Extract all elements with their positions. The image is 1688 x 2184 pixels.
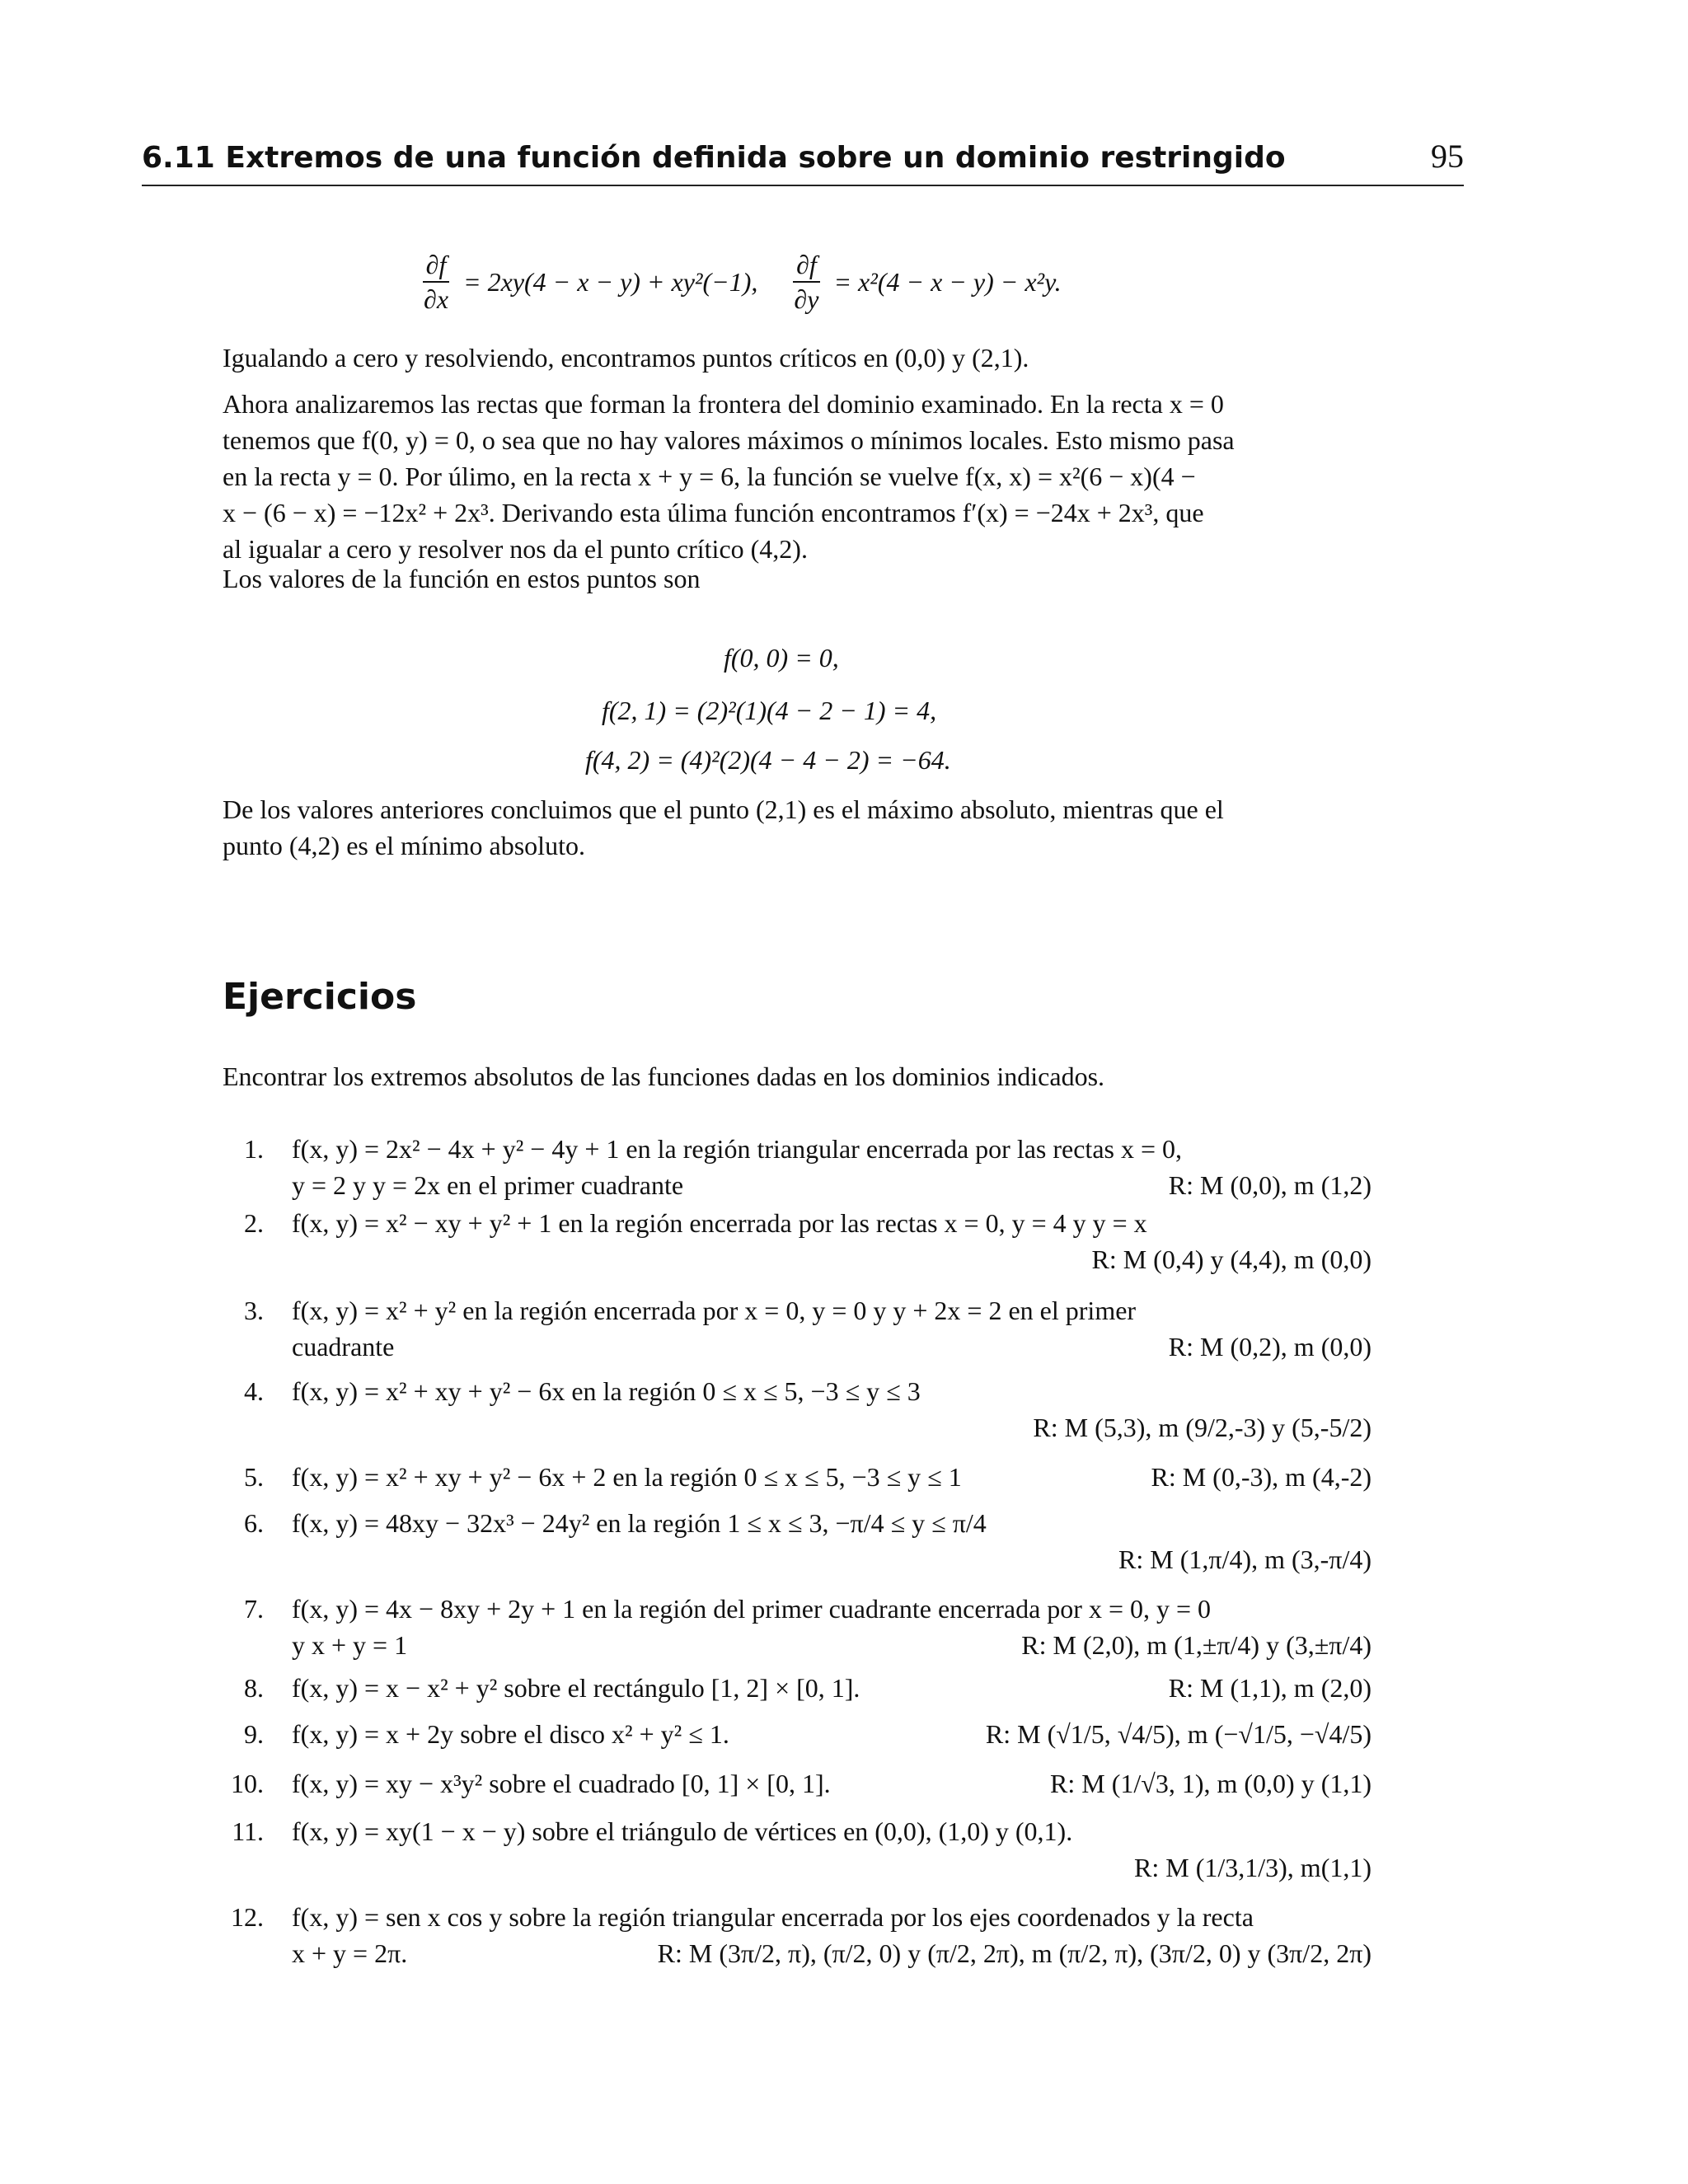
partial-derivatives-equation [420,241,1245,323]
exercise-number: 5. [244,1462,264,1492]
exercise-answer: R: M (0,0), m (1,2) [1168,1170,1372,1200]
running-header [142,138,1464,186]
exercise-item [223,1373,1376,1447]
paragraph-line: Ahora analizaremos las rectas que forman la frontera del dominio examinado. En la recta x = 0 [223,389,1224,419]
exercise-number: 9. [244,1719,264,1749]
boundary-paragraph [223,386,1368,567]
page-number: 95 [1431,138,1464,175]
exercise-item [223,1131,1376,1205]
exercise-line: f(x, y) = x − x² + y² sobre el rectángulo [1, 2] × [0, 1]. [292,1673,860,1703]
exercise-line: f(x, y) = x² + xy + y² − 6x + 2 en la región 0 ≤ x ≤ 5, −3 ≤ y ≤ 1 [292,1462,962,1492]
exercise-answer: R: M (2,0), m (1,±π/4) y (3,±π/4) [1021,1630,1372,1660]
exercise-body [292,1670,1372,1706]
paragraph-line: al igualar a cero y resolver nos da el punto crítico (4,2). [223,534,808,564]
exercise-answer: R: M (0,-3), m (4,-2) [1151,1462,1372,1492]
fraction-numerator: ∂f [793,248,820,283]
df-dx-fraction [420,248,452,316]
fraction-denominator: ∂x [424,284,449,314]
exercise-number: 11. [232,1816,264,1846]
exercise-item [223,1670,1376,1706]
exercise-body [292,1765,1372,1802]
fraction-denominator: ∂y [794,284,819,314]
conclusion-paragraph [223,791,1368,864]
exercises-heading: Ejercicios [223,976,417,1018]
value-equation: f(2, 1) = (2)²(1)(4 − 2 − 1) = 4, [602,696,937,725]
exercise-answer: R: M (1/3,1/3), m(1,1) [1134,1853,1372,1882]
exercise-number: 4. [244,1376,264,1406]
exercise-line: f(x, y) = x + 2y sobre el disco x² + y² ≤ 1. [292,1719,729,1749]
exercise-answer: R: M (1,1), m (2,0) [1168,1673,1372,1703]
critical-points-paragraph: Igualando a cero y resolviendo, encontramos puntos críticos en (0,0) y (2,1). [223,343,1029,373]
exercise-body [292,1205,1372,1274]
exercise-item [223,1716,1376,1752]
paragraph-line: De los valores anteriores concluimos que el punto (2,1) es el máximo absoluto, mientras que el [223,794,1224,824]
exercise-item [223,1459,1376,1495]
exercise-line: f(x, y) = sen x cos y sobre la región triangular encerrada por los ejes coordenados y la recta [292,1902,1254,1932]
section-title: 6.11 Extremos de una función definida sobre un dominio restringido [142,141,1286,175]
exercise-item [223,1765,1376,1802]
exercises-intro: Encontrar los extremos absolutos de las funciones dadas en los dominios indicados. [223,1062,1105,1091]
exercise-body [292,1131,1372,1203]
exercise-line: f(x, y) = 2x² − 4x + y² − 4y + 1 en la región triangular encerrada por las rectas x = 0, [292,1134,1183,1164]
df-dx-expression: = 2xy(4 − x − y) + xy²(−1), [457,267,758,297]
exercise-line: y = 2 y y = 2x en el primer cuadrante [292,1170,684,1200]
exercise-line: f(x, y) = x² − xy + y² + 1 en la región encerrada por las rectas x = 0, y = 4 y y = x [292,1208,1147,1238]
exercise-body [292,1459,1372,1495]
exercise-body [292,1899,1372,1971]
exercise-answer: R: M (5,3), m (9/2,-3) y (5,-5/2) [1033,1413,1372,1442]
values-intro-paragraph: Los valores de la función en estos puntos son [223,564,701,593]
exercise-answer: R: M (0,4) y (4,4), m (0,0) [1091,1244,1372,1274]
df-dy-fraction [790,248,822,316]
exercise-number: 12. [231,1902,264,1932]
exercise-line: f(x, y) = xy(1 − x − y) sobre el triángulo de vértices en (0,0), (1,0) y (0,1). [292,1816,1073,1846]
exercise-number: 10. [231,1769,264,1798]
value-equation: f(0, 0) = 0, [724,643,839,673]
exercise-line: f(x, y) = xy − x³y² sobre el cuadrado [0, 1] × [0, 1]. [292,1769,831,1798]
paragraph-line: punto (4,2) es el mínimo absoluto. [223,831,585,860]
exercise-item [223,1813,1376,1887]
exercise-body [292,1716,1372,1752]
exercise-line: f(x, y) = 4x − 8xy + 2y + 1 en la región del primer cuadrante encerrada por x = 0, y = 0 [292,1594,1212,1624]
exercise-body [292,1373,1372,1442]
df-dy-expression: = x²(4 − x − y) − x²y. [827,267,1062,297]
exercise-answer: R: M (0,2), m (0,0) [1168,1332,1372,1361]
exercise-item [223,1292,1376,1366]
exercise-item [223,1505,1376,1579]
value-equation: f(4, 2) = (4)²(2)(4 − 4 − 2) = −64. [585,745,951,775]
exercise-answer: R: M (3π/2, π), (π/2, 0) y (π/2, 2π), m (π/2, π), (3π/2, 0) y (3π/2, 2π) [657,1938,1372,1968]
paragraph-line: x − (6 − x) = −12x² + 2x³. Derivando esta úlima función encontramos f′(x) = −24x + 2x³, que [223,498,1204,527]
exercise-line: f(x, y) = 48xy − 32x³ − 24y² en la región 1 ≤ x ≤ 3, −π/4 ≤ y ≤ π/4 [292,1508,987,1538]
exercise-number: 3. [244,1296,264,1325]
paragraph-line: en la recta y = 0. Por úlimo, en la recta x + y = 6, la función se vuelve f(x, x) = x²(6 − x)(4 − [223,462,1196,491]
exercise-line: x + y = 2π. [292,1938,408,1968]
exercise-body [292,1292,1372,1365]
exercise-answer: R: M (√1/5, √4/5), m (−√1/5, −√4/5) [985,1719,1372,1749]
exercise-line: f(x, y) = x² + xy + y² − 6x en la región 0 ≤ x ≤ 5, −3 ≤ y ≤ 3 [292,1376,921,1406]
fraction-numerator: ∂f [423,248,450,283]
exercise-number: 2. [244,1208,264,1238]
exercise-line: f(x, y) = x² + y² en la región encerrada por x = 0, y = 0 y y + 2x = 2 en el primer [292,1296,1137,1325]
exercise-line: cuadrante [292,1332,395,1361]
exercise-item [223,1899,1376,1973]
exercise-number: 7. [244,1594,264,1624]
exercise-body [292,1505,1372,1574]
paragraph-line: tenemos que f(0, y) = 0, o sea que no hay valores máximos o mínimos locales. Esto mismo pasa [223,425,1235,455]
exercise-body [292,1591,1372,1663]
exercise-body [292,1813,1372,1882]
exercise-number: 6. [244,1508,264,1538]
exercise-number: 1. [244,1134,264,1164]
exercise-item [223,1205,1376,1279]
exercise-number: 8. [244,1673,264,1703]
exercise-answer: R: M (1,π/4), m (3,-π/4) [1118,1544,1372,1574]
exercise-item [223,1591,1376,1665]
exercise-answer: R: M (1/√3, 1), m (0,0) y (1,1) [1050,1769,1372,1798]
exercise-line: y x + y = 1 [292,1630,408,1660]
